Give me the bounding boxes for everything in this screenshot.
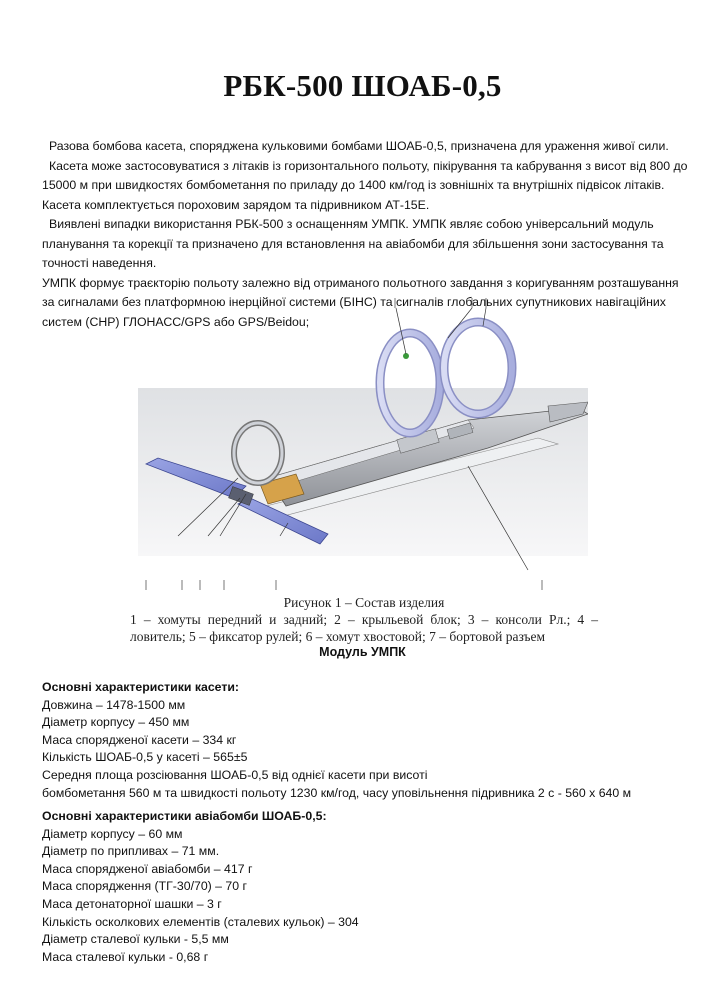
- intro-paragraph-4: Виявлені випадки використання РБК-500 з оснащенням УМПК. УМПК являє собою універсальний модуль планування та корекції та призначено для встановлення на авіабомби для збільшення зони застосування та точності наведення.: [42, 217, 664, 270]
- cassette-specs: [42, 679, 702, 802]
- intro-paragraph-5: УМПК формує траєкторію польоту залежно від отриманого польотного завдання з коригуванням розташування за сигналами без платформною інерційної системи (БІНС) та сигналів глобальних супутникових навігаційних систем (СНР) ГЛОНАСС/GPS або GPS/Beidou;: [42, 275, 679, 329]
- spec-item: Середня площа розсіювання ШОАБ-0,5 від однієї касети при висоті: [42, 767, 428, 782]
- page-title: РБК-500 ШОАБ-0,5: [223, 68, 502, 103]
- bomb-specs: [42, 808, 702, 966]
- spec-item: Кількість осколкових елементів (сталевих кульок) – 304: [42, 914, 359, 929]
- caption-title: Рисунок 1 – Состав изделия: [283, 595, 445, 610]
- spec-item: Діаметр сталевої кульки - 5,5 мм: [42, 932, 229, 947]
- spec-item: Маса спорядження (ТГ-30/70) – 70 г: [42, 879, 248, 894]
- spec-item: Кількість ШОАБ-0,5 у касеті – 565±5: [42, 750, 248, 765]
- umpk-diagram: [138, 298, 588, 598]
- spec-item: Маса детонаторної шашки – 3 г: [42, 896, 222, 911]
- figure-caption: [130, 594, 598, 645]
- spec-item: бомбометання 560 м та швидкості польоту 1230 км/год, часу уповільнення підривника 2 с - 560 х 640 м: [42, 785, 632, 800]
- intro-paragraph-2: Касета може застосовуватися з літаків із горизонтального польоту, пікірування та кабрування з висот від 800 до 15000 м при швидкостях бомбометання по приладу до 1400 км/год із зовнішніх та внутрішніх підвісок літаків.: [42, 158, 688, 192]
- spec-item: Діаметр по припливах – 71 мм.: [42, 844, 220, 859]
- cassette-specs-heading: Основні характеристики касети:: [42, 680, 240, 694]
- intro-paragraph-1: Разова бомбова касета, споряджена кульковими бомбами ШОАБ-0,5, призначена для ураження живої сили.: [49, 139, 669, 153]
- spec-item: Діаметр корпусу – 450 мм: [42, 715, 190, 730]
- spec-item: Довжина – 1478-1500 мм: [42, 697, 186, 712]
- caption-description: 1 – хомуты передний и задний; 2 – крыльевой блок; 3 – консоли Рл.; 4 – ловитель; 5 – фиксатор рулей; 6 – хомут хвостовой; 7 – бортовой разъем: [130, 612, 598, 644]
- spec-item: Діаметр корпусу – 60 мм: [42, 826, 183, 841]
- spec-item: Маса сталевої кульки - 0,68 г: [42, 949, 209, 964]
- spec-item: Маса спорядженої касети – 334 кг: [42, 732, 237, 747]
- bomb-specs-heading: Основні характеристики авіабомби ШОАБ-0,5:: [42, 809, 327, 823]
- spec-item: Маса спорядженої авіабомби – 417 г: [42, 861, 253, 876]
- intro-paragraph-3: Касета комплектується пороховим зарядом та підривником АТ-15Е.: [42, 197, 430, 212]
- module-label: Модуль УМПК: [319, 645, 406, 659]
